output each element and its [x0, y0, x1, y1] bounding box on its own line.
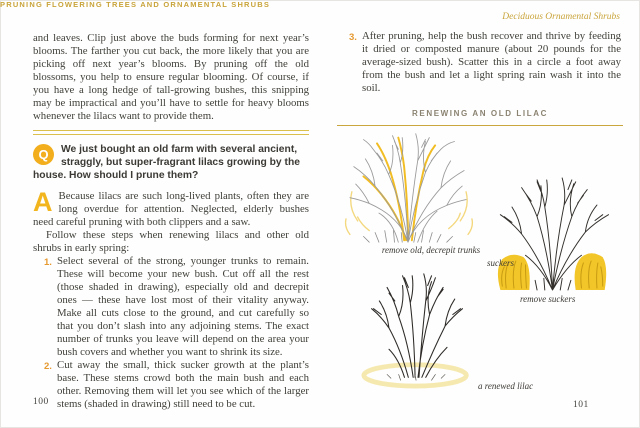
answer-badge: A — [33, 186, 53, 217]
question-badge: Q — [33, 144, 54, 165]
left-page-number: 100 — [33, 397, 49, 407]
list-item — [349, 30, 621, 95]
right-running-header: Deciduous Ornamental Shrubs — [502, 12, 620, 22]
left-running-header: PRUNING FLOWERING TREES AND ORNAMENTAL SHRUBS — [0, 0, 271, 9]
list-text: Select several of the strong, younger trunks to remain. These will become your new bush. Cut off all the rest (those shaded in drawing), especially old and decrepit ones — these have lost most of their vitality anyway. Make all cuts close to the ground, and cut carefully so that you don’t slash into any adjoining stems. The exact number of trunks you leave will depend on the area your bush covers and whether you want to shrink its size. — [57, 254, 309, 358]
list-number: 3. — [349, 32, 357, 43]
answer-block — [33, 186, 309, 229]
left-page-column — [33, 24, 309, 411]
answer-follow-text: Follow these steps when renewing lilacs and other old shrubs in early spring: — [33, 228, 309, 254]
figure-caption-decrepit: remove old, decrepit trunks — [381, 245, 481, 255]
list-item — [33, 255, 309, 359]
figure-caption-suckers: remove suckers — [520, 294, 576, 304]
bush-renewed-illustration — [360, 266, 476, 392]
section-divider-rule — [33, 130, 309, 135]
bush-decrepit-trunks-illustration — [340, 126, 476, 248]
paragraph-deadheading: and leaves. Clip just above the buds forming for next year’s blooms. The farther you cut back, the more likely that you are picking off next year’s blooms. By pruning off the old blossoms, you help to ensure regular blooming. Of course, if you have a long hedge of tall-growing bushes, this snipping may be impractical and you’ll have to settle for heavy blooms whenever the lilacs want to provide them. — [33, 32, 309, 122]
bush-suckers-illustration — [483, 172, 623, 296]
list-item — [33, 359, 309, 411]
list-number: 2. — [44, 360, 52, 372]
question-block — [33, 143, 309, 183]
figure-label-suckers: suckers — [487, 258, 514, 268]
figure-title: RENEWING AN OLD LILAC — [412, 109, 548, 118]
figure-caption-renewed: a renewed lilac — [478, 381, 534, 391]
answer-text: Because lilacs are such long-lived plants, often they are long overdue for attention. Neglected, elderly bushes need careful pruning with both clippers and a saw. — [33, 189, 309, 228]
list-text: Cut away the small, thick sucker growth at the plant’s base. These stems crowd both the main bush and each other. Removing them will let you see which of the larger stems (shaded in drawing) still need to be cut. — [57, 358, 309, 410]
right-page-number: 101 — [573, 400, 589, 410]
question-text: We just bought an old farm with several ancient, straggly, but super-fragrant lilacs growing by the house. How should I prune them? — [33, 143, 300, 182]
list-number: 1. — [44, 256, 52, 268]
list-text: After pruning, help the bush recover and thrive by feeding it dried or composted manure (about 20 pounds for the average-sized bush). Scatter this in a circle a foot away from the bush and let a light spring rain wash it into the soil. — [362, 30, 621, 94]
figure-title-rule — [337, 103, 623, 126]
